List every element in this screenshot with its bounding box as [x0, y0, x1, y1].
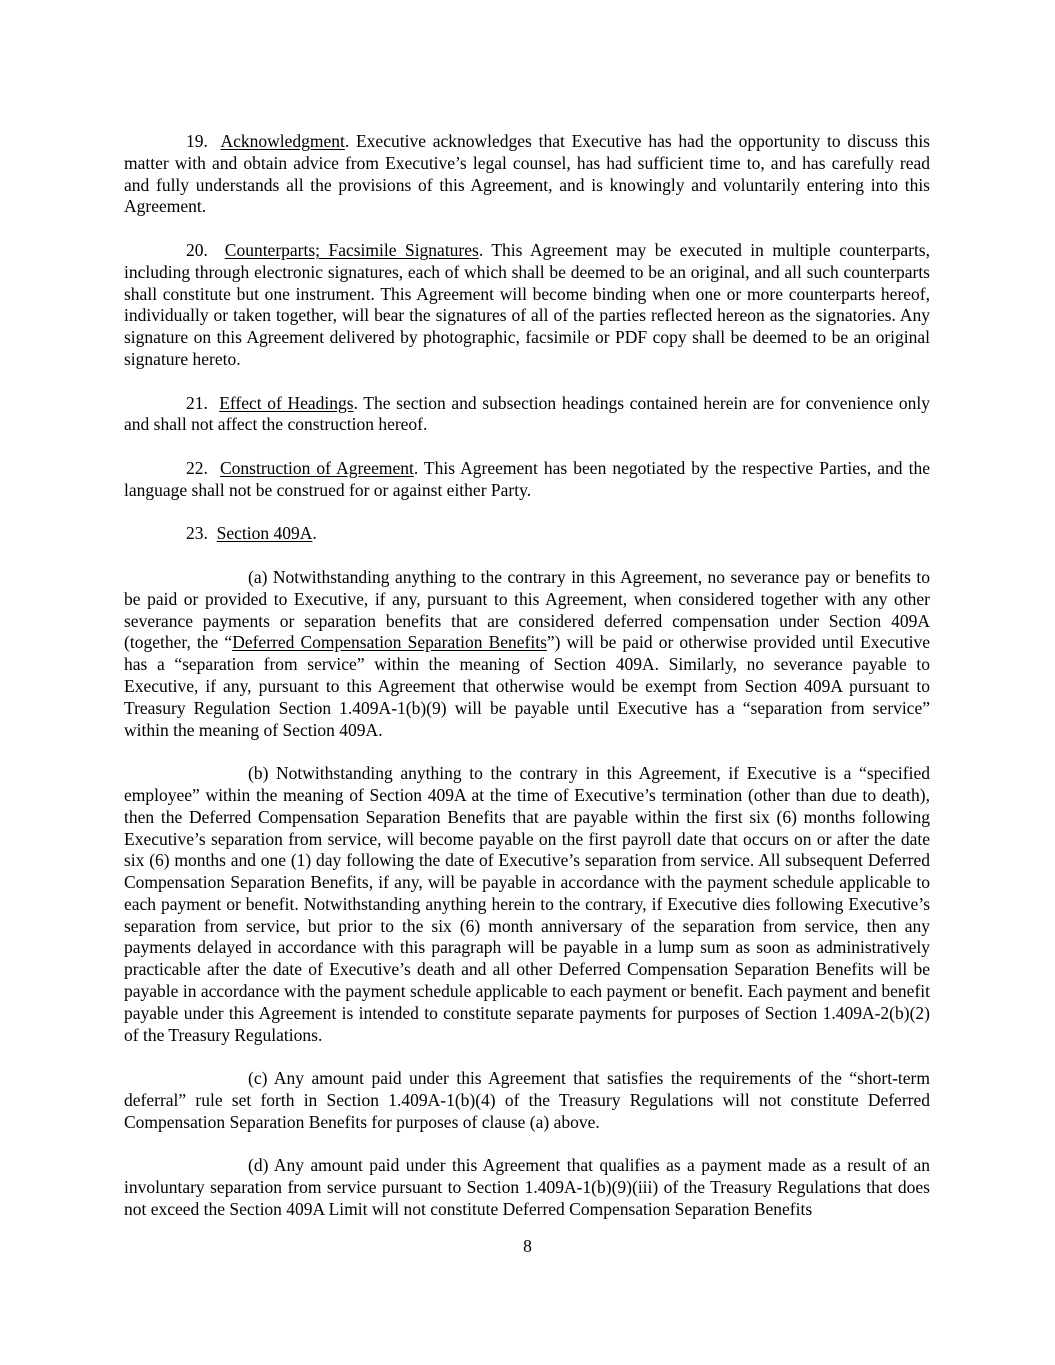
section-22-heading: Construction of Agreement: [219, 457, 414, 478]
section-23-text: .: [312, 523, 317, 544]
section-20-heading: Counterparts; Facsimile Signatures: [224, 239, 479, 260]
clause-a-rest: ”) will be paid or otherwise provided until Executive has a “separation from service” within the meaning of Section 409A. Similarly, no severance payable to Executive, if any, pursuant to this Agreement that otherwise would be exempt from Section 409A pursuant to Treasury Regulation Section 1.409A-1(b)(9) will be payable until Executive has a “separation from service” within the meaning of Section 409A.: [124, 632, 930, 740]
section-22-paragraph: [124, 458, 930, 502]
clause-a-paragraph: [124, 567, 930, 741]
section-23-paragraph: [124, 523, 930, 545]
clause-a-defined-term: Deferred Compensation Separation Benefits: [232, 632, 547, 653]
section-20-paragraph: [124, 240, 930, 371]
section-20-text: . This Agreement may be executed in multiple counterparts, including through electronic signatures, each of which shall be deemed to be an original, and all such counterparts shall constitute but one instrument. This Agreement will become binding when one or more counterparts hereof, individually or taken together, will bear the signatures of all of the parties reflected hereon as the signatories. Any signature on this Agreement delivered by photographic, facsimile or PDF copy shall be deemed to be an original signature hereto.: [124, 239, 930, 369]
section-21-paragraph: [124, 393, 930, 437]
clause-a-lead: (a) Notwithstanding anything to the contrary in this Agreement, no severance pay or benefits to be paid or provided to Executive, if any, pursuant to this Agreement, when considered together with any other severance payments or separation benefits that are considered deferred compensation under Section 409A (together, the “: [124, 566, 930, 653]
document-body: [124, 131, 930, 1221]
page-number: 8: [523, 1236, 532, 1256]
section-19-text: . Executive acknowledges that Executive has had the opportunity to discuss this matter with and obtain advice from Executive’s legal counsel, has had sufficient time to, and has carefully read and fully understands all the provisions of this Agreement, and is knowingly and voluntarily entering into this Agreement.: [124, 131, 930, 217]
section-19-heading: Acknowledgment: [220, 131, 345, 151]
clause-d-paragraph: (d) Any amount paid under this Agreement that qualifies as a payment made as a result of an involuntary separation from service pursuant to Section 1.409A-1(b)(9)(iii) of the Treasury Regulations that does not exceed the Section 409A Limit will not constitute Deferred Compensation Separation Benefits: [124, 1155, 930, 1220]
section-23-number: 23.: [186, 523, 208, 544]
clause-b-paragraph: (b) Notwithstanding anything to the contrary in this Agreement, if Executive is a “specified employee” within the meaning of Section 409A at the time of Executive’s termination (other than due to death), then the Deferred Compensation Separation Benefits that are payable within the first six (6) months following Executive’s separation from service, will become payable on the first payroll date that occurs on or after the date six (6) months and one (1) day following the date of Executive’s separation from service. All subsequent Deferred Compensation Separation Benefits, if any, will be payable in accordance with the payment schedule applicable to each payment or benefit. Notwithstanding anything herein to the contrary, if Executive dies following Executive’s separation from service, but prior to the six (6) month anniversary of the separation from service, then any payments delayed in accordance with this paragraph will be payable in a lump sum as soon as administratively practicable after the date of Executive’s death and all other Deferred Compensation Separation Benefits will be payable in accordance with the payment schedule applicable to each payment or benefit. Each payment and benefit payable under this Agreement is intended to constitute separate payments for purposes of Section 1.409A-2(b)(2) of the Treasury Regulations.: [124, 763, 930, 1045]
section-21-number: 21.: [186, 392, 208, 413]
clause-c-paragraph: (c) Any amount paid under this Agreement that satisfies the requirements of the “short-term deferral” rule set forth in Section 1.409A-1(b)(4) of the Treasury Regulations will not constitute Deferred Compensation Separation Benefits for purposes of clause (a) above.: [124, 1068, 930, 1132]
section-21-text: . The section and subsection headings contained herein are for convenience only and shall not affect the construction hereof.: [124, 392, 930, 435]
section-19-paragraph: [124, 131, 930, 218]
section-22-number: 22.: [186, 457, 208, 478]
section-19-number: 19.: [186, 131, 208, 151]
section-20-number: 20.: [186, 239, 208, 260]
section-21-heading: Effect of Headings: [219, 392, 354, 413]
section-22-text: . This Agreement has been negotiated by the respective Parties, and the language shall not be construed for or against either Party.: [124, 457, 930, 500]
section-23-heading: Section 409A: [216, 523, 313, 544]
